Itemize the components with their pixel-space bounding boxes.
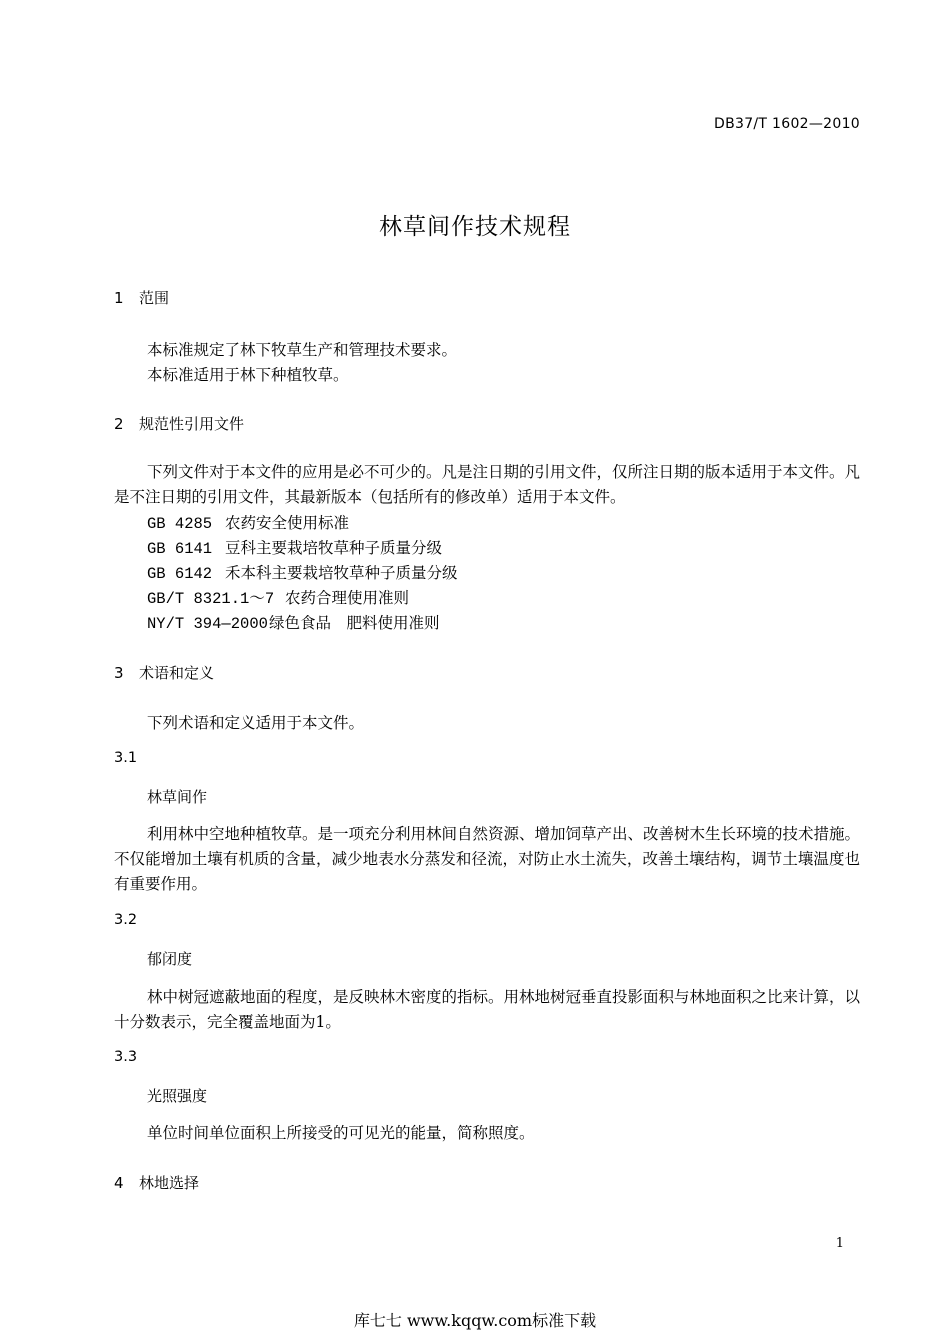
- section-number: 3: [114, 664, 124, 682]
- page-number: 1: [835, 1236, 844, 1251]
- document-title: 林草间作技术规程: [379, 214, 571, 240]
- reference-code: GB 6142: [147, 565, 213, 583]
- section-2-heading: [114, 413, 244, 434]
- terms-intro: 下列术语和定义适用于本文件。: [147, 714, 365, 732]
- section-number: 4: [114, 1174, 124, 1192]
- section-title: 林地选择: [139, 1174, 200, 1192]
- reference-title: 豆科主要栽培牧草种子质量分级: [225, 539, 443, 557]
- reference-code: GB 4285: [147, 515, 213, 533]
- reference-item: [147, 586, 409, 608]
- section-1-heading: [114, 287, 169, 308]
- term-number: 3.2: [114, 912, 138, 928]
- footer-watermark: 库七七 www.kqqw.com标准下载: [353, 1311, 597, 1330]
- reference-title: 禾本科主要栽培牧草种子质量分级: [225, 564, 458, 582]
- term-name: 郁闭度: [147, 950, 193, 968]
- term-definition: 林中树冠遮蔽地面的程度，是反映林木密度的指标。用林地树冠垂直投影面积与林地面积之比来计算，以十分数表示，完全覆盖地面为1。: [114, 988, 861, 1031]
- section-3-heading: [114, 662, 214, 683]
- section-title: 术语和定义: [139, 664, 215, 682]
- reference-code: GB/T 8321.1～7: [147, 590, 275, 608]
- term-definition: 利用林中空地种植牧草。是一项充分利用林间自然资源、增加饲草产出、改善树木生长环境的技术措施。不仅能增加土壤有机质的含量，减少地表水分蒸发和径流，对防止水土流失，改善土壤结构，调节土壤温度也有重要作用。: [114, 825, 861, 893]
- references-intro: 下列文件对于本文件的应用是必不可少的。凡是注日期的引用文件，仅所注日期的版本适用于本文件。凡是不注日期的引用文件，其最新版本（包括所有的修改单）适用于本文件。: [114, 463, 861, 506]
- scope-line-1: 本标准规定了林下牧草生产和管理技术要求。: [147, 341, 458, 359]
- reference-title: 农药安全使用标准: [225, 514, 350, 532]
- section-4-heading: [114, 1172, 199, 1193]
- reference-code: NY/T 394—2000: [147, 615, 268, 633]
- reference-item: [147, 611, 440, 633]
- reference-item: [147, 561, 458, 583]
- section-title: 规范性引用文件: [139, 415, 245, 433]
- reference-item: [147, 511, 349, 533]
- reference-title: 农药合理使用准则: [285, 589, 410, 607]
- term-name: 光照强度: [147, 1087, 208, 1105]
- term-number: 3.3: [114, 1049, 138, 1065]
- reference-item: [147, 536, 442, 558]
- standard-code: DB37/T 1602—2010: [714, 116, 860, 132]
- scope-line-2: 本标准适用于林下种植牧草。: [147, 366, 349, 384]
- section-title: 范围: [139, 289, 170, 307]
- section-number: 1: [114, 289, 124, 307]
- term-definition: 单位时间单位面积上所接受的可见光的能量，简称照度。: [147, 1124, 535, 1142]
- reference-code: GB 6141: [147, 540, 213, 558]
- section-number: 2: [114, 415, 124, 433]
- reference-title: 绿色食品 肥料使用准则: [269, 614, 440, 632]
- term-name: 林草间作: [147, 788, 208, 806]
- term-number: 3.1: [114, 750, 138, 766]
